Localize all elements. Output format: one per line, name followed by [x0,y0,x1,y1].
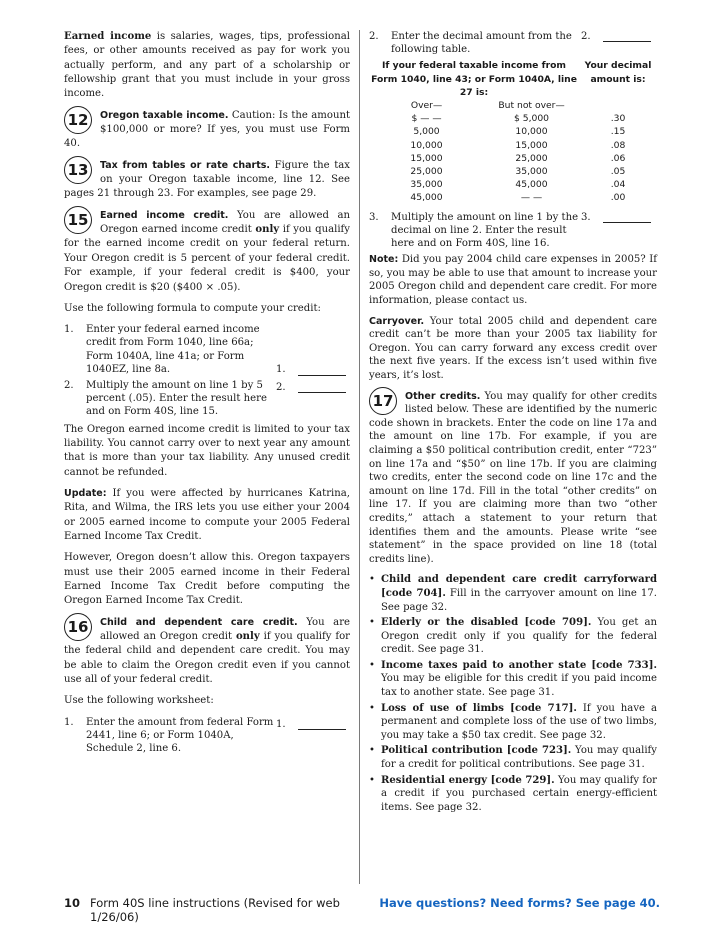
blank-number: 1. [276,718,286,730]
page-number: 10 [64,896,81,910]
credit-text: You may qualify for a credit if you purchased certain energy-efficient items. See page 32. [381,774,657,813]
answer-blank[interactable] [276,716,350,756]
item-text: Multiply the amount on line 1 by the decimal on line 2. Enter the result here and on Form 40S, line 16. [391,211,579,250]
line-title: Child and dependent care credit. [100,616,298,628]
blank-line[interactable] [298,381,346,393]
line-text: You may qualify for other credits listed below. These are identified by the numeric code shown in brackets. Enter the code on line 17a and the amount on line 17b. For example, if you are claiming a $50 political contribution credit, enter “723” on line 17a and “$50” on line 17b. If you are claiming two credits, enter the second code on line 17c and the amount on line 17d. Fill in the total “other credits” on line 17. If you are claiming more than two “other credits,” attach a statement to your return that identifies them and the amounts. Please write “see statement” in the space provided on line 18 (total credits line). [369,390,657,565]
item-number: 2. [64,380,74,391]
table-row [369,112,657,125]
cell-over: 15,000 [410,152,443,164]
credit-text: You may qualify for a credit for political contributions. See page 31. [381,745,657,771]
item-text: Enter your federal earned income credit from Form 1040, line 66a; Form 1040A, line 41a; or Form 1040EZ, line 8a. [86,324,260,375]
credit-name: Elderly or the disabled [code 709]. [381,617,592,629]
line-number-badge: 15 [64,206,92,234]
table-row [369,191,657,204]
line-number-badge: 16 [64,613,92,641]
cell-amount: .00 [610,192,626,204]
credit-name: Political contribution [code 723]. [381,745,572,757]
cell-not-over: $ 5,000 [513,113,550,125]
cell-amount: .06 [610,152,626,164]
earned-income-paragraph [64,30,350,102]
item-number: 3. [369,211,379,223]
table-row [369,125,657,138]
line-text: if you qualify for the federal child and dependent care credit. You may be able to claim the Oregon credit even if you cannot use all of your federal credit. [64,631,350,686]
earned-income-text: is salaries, wages, tips, professional fees, or other amounts received as pay for work you actually perform, and any part of a scholarship or fellowship grant that you must include in your gross income. [64,31,350,100]
cell-not-over: 45,000 [515,179,548,191]
blank-number: 1. [276,363,286,375]
item-text: Enter the amount from federal Form 2441, line 6; or Form 1040A, Schedule 2, line 6. [86,716,274,755]
answer-blank[interactable] [276,323,350,376]
carryover-paragraph [369,315,657,383]
answer-blank[interactable] [276,379,350,419]
blank-number: 2. [276,382,286,393]
list-item: • Income taxes paid to another state [code 733]. You may be eligible for this credit if you paid income tax to another state. See page 31. [369,659,657,699]
credit-name: Child and dependent care credit carryforward [code 704]. [381,574,657,599]
line-12-section [64,109,350,152]
left-column [64,30,350,758]
line-text: Figure the tax on your Oregon taxable income, line 12. See pages 21 through 23. For examples, see page 29. [64,159,350,200]
credits-list [369,573,657,814]
line-16-section [64,616,350,688]
earned-income-term: Earned income [64,31,152,42]
cell-amount: .05 [610,166,626,178]
blank-line[interactable] [298,718,346,730]
blank-number: 3. [581,211,591,223]
line-number-badge: 17 [369,387,397,415]
line-number-badge: 13 [64,156,92,184]
list-item: • Loss of use of limbs [code 717]. If you have a permanent and complete loss of the use of two limbs, you may take a $50 tax credit. See page 32. [369,702,657,741]
table-row [369,139,657,152]
worksheet-line-2 [369,30,657,56]
worksheet-line-3 [369,211,657,251]
right-column [369,30,657,816]
list-item: • Political contribution [code 723]. You may qualify for a credit for political contributions. See page 31. [369,745,657,771]
carryover-label: Carryover. [369,315,425,327]
cell-not-over: — — [520,192,543,204]
line-text: Caution: Is the amount $100,000 or more? If yes, you must use Form 40. [64,109,350,150]
table-row [369,178,657,191]
cell-not-over: 25,000 [515,152,548,164]
item-number: 1. [64,324,74,336]
formula-intro: Use the following formula to compute your credit: [64,302,321,314]
credit-name: Loss of use of limbs [code 717]. [381,702,577,714]
note-label: Note: [369,254,399,266]
line-number-badge: 12 [64,106,92,134]
page-footer [64,896,660,924]
carryover-text: Your total 2005 child and dependent care credit can’t be more than your 2005 tax liability for Oregon. You can carry forward any excess credit over the next five years. If the excess isn’t used within five years, it’s lost. [369,315,657,381]
item-text: Multiply the amount on line 1 by 5 percent (.05). Enter the result here and on Form 40S, line 15. [86,380,267,418]
line-text: You are allowed an Oregon earned income credit [100,209,350,236]
cell-over: 10,000 [410,139,443,151]
emphasis: only [255,224,280,236]
line-17-section [369,390,657,567]
line-title: Tax from tables or rate charts. [100,159,271,171]
item-text: Enter the decimal amount from the following table. [391,31,572,56]
cell-not-over: 35,000 [515,166,548,178]
header-decimal: Your decimal amount is: [584,60,652,85]
list-item: • Child and dependent care credit carryforward [code 704]. Fill in the carryover amount on line 17. See page 32. [369,574,657,613]
answer-blank[interactable] [581,30,657,56]
blank-line[interactable] [603,30,651,42]
update-paragraph [64,487,350,544]
line-text: You are allowed an Oregon credit [100,616,350,643]
cell-amount: .15 [610,126,626,138]
answer-blank[interactable] [581,211,657,251]
formula-line-2 [64,379,350,419]
cell-not-over: 10,000 [515,126,548,138]
update-label: Update: [64,487,107,499]
line-title: Earned income credit. [100,209,229,221]
footer-help-link[interactable]: Have questions? Need forms? See page 40. [379,896,660,910]
item-number: 1. [64,716,74,728]
cell-over: 5,000 [413,126,440,138]
column-divider [359,30,360,884]
line-title: Oregon taxable income. [100,109,229,121]
worksheet-line-1 [64,716,350,756]
cell-over: $ — — [411,113,442,125]
table-subheader [369,99,657,112]
worksheet-intro: Use the following worksheet: [64,695,214,707]
footer-title: Form 40S line instructions (Revised for web 1/26/06) [90,896,340,924]
line-title: Other credits. [405,390,481,402]
header-income: If your federal taxable income from Form 1040, line 43; or Form 1040A, line 27 is: [371,60,577,98]
limited-paragraph: The Oregon earned income credit is limited to your tax liability. You cannot carry over to next year any amount that is more than your tax liability. Any unused credit cannot be refunded. [64,423,350,478]
cell-over: 25,000 [410,166,443,178]
credit-text: You may be eligible for this credit if you paid income tax to another state. See page 31. [381,673,657,699]
note-text: Did you pay 2004 child care expenses in 2005? If so, you may be able to use that amount to increase your 2005 Oregon child and dependent care credit. For more information, please contact us. [369,254,657,307]
however-paragraph: However, Oregon doesn’t allow this. Oregon taxpayers must use their 2005 earned income in their Federal Earned Income Tax Credit before computing the Oregon Earned Income Tax Credit. [64,552,350,607]
blank-line[interactable] [603,211,651,223]
table-header [369,59,657,99]
list-item: • Residential energy [code 729]. You may qualify for a credit if you purchased certain energy-efficient items. See page 32. [369,774,657,813]
credit-name: Residential energy [code 729]. [381,774,555,786]
credit-text: If you have a permanent and complete loss of the use of two limbs, you may take a $50 tax credit. See page 32. [381,702,657,741]
emphasis: only [235,631,260,643]
decimal-table [369,59,657,204]
note-paragraph [369,253,657,307]
list-item: • Elderly or the disabled [code 709]. You get an Oregon credit only if you qualify for the federal credit. See page 31. [369,617,657,656]
line-text: if you qualify for the earned income credit on your federal return. Your Oregon credit is 5 percent of your federal credit. For example, if your federal credit is $400, your Oregon credit is $20 ($400 × .05). [64,224,350,293]
credit-text: You get an Oregon credit only if you qualify for the federal credit. See page 31. [381,617,657,656]
update-text: If you were affected by hurricanes Katrina, Rita, and Wilma, the IRS lets you use either your 2004 or 2005 earned income to compute your 2005 Federal Earned Income Tax Credit. [64,487,350,543]
cell-amount: .04 [610,179,626,191]
cell-over: 35,000 [410,179,443,191]
credit-text: Fill in the carryover amount on line 17. See page 32. [381,587,657,613]
line-15-section [64,209,350,295]
table-row [369,165,657,178]
blank-line[interactable] [298,364,346,376]
cell-over: 45,000 [410,192,443,204]
line-13-section [64,159,350,202]
cell-amount: .08 [610,139,626,151]
blank-number: 2. [581,31,591,42]
col-over: Over— [410,100,443,112]
cell-amount: .30 [610,113,626,125]
formula-line-1 [64,323,350,376]
credit-name: Income taxes paid to another state [code 733]. [381,659,657,671]
col-not-over: But not over— [498,100,565,112]
item-number: 2. [369,31,379,42]
cell-not-over: 15,000 [515,139,548,151]
table-row [369,152,657,165]
